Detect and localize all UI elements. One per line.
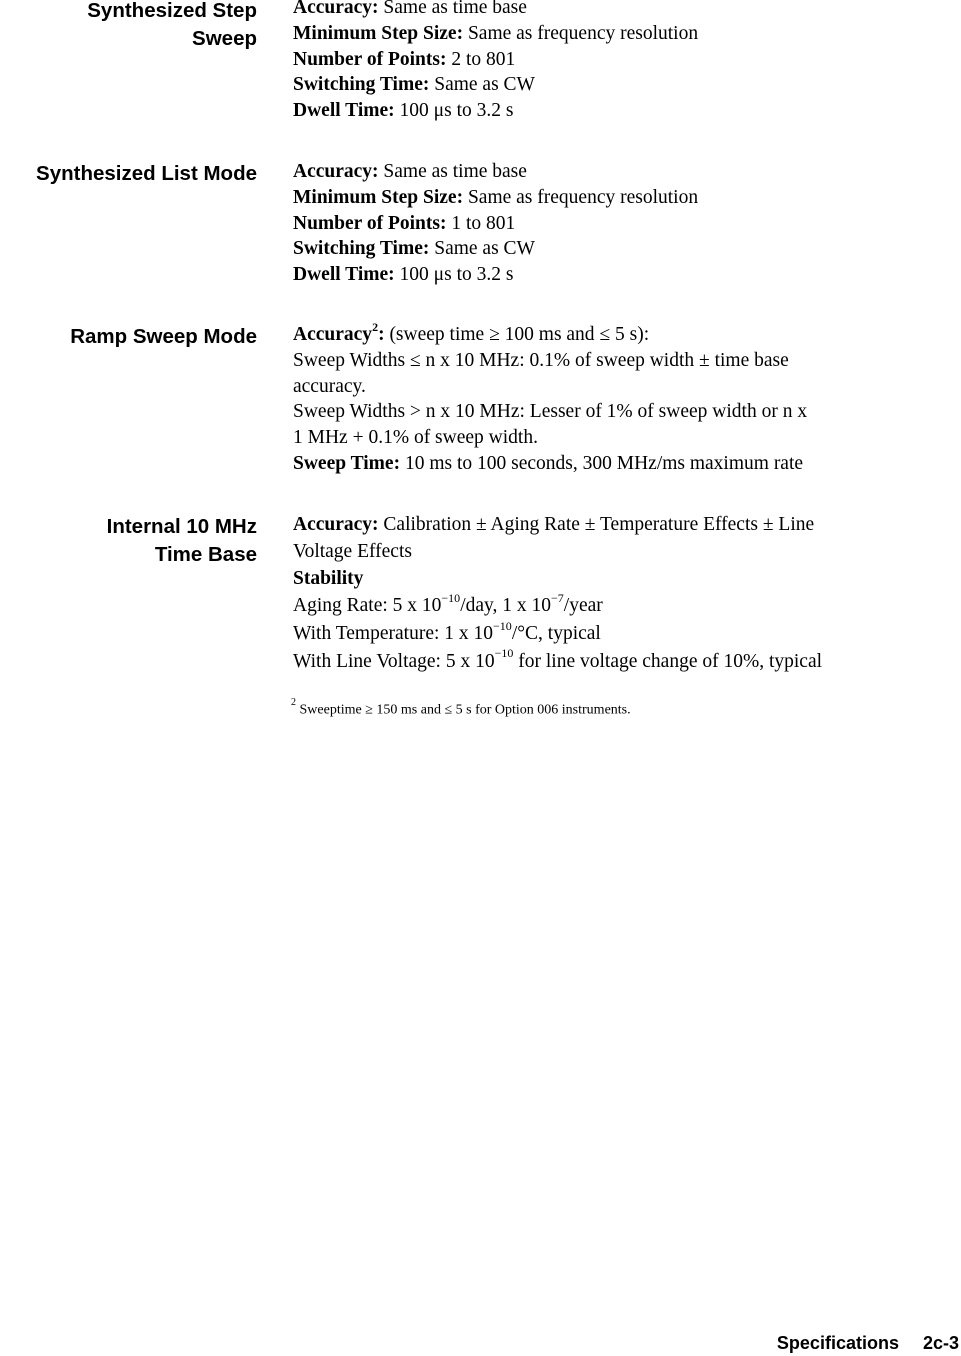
page-footer — [777, 1333, 959, 1354]
spec-value: Same as time base — [383, 0, 527, 18]
section-body — [293, 0, 961, 124]
spec-label: Switching Time: — [293, 238, 430, 260]
spec-value: Same as CW — [434, 74, 535, 96]
spec-value: 100 μs to 3.2 s — [399, 264, 514, 286]
spec-label: Sweep Time: — [293, 452, 401, 474]
text-segment: Aging Rate: 5 x 10 — [293, 595, 442, 617]
heading-line: Synthesized Step — [87, 0, 257, 22]
spec-line — [293, 98, 961, 124]
footnote-mark: 2 — [372, 319, 379, 334]
spec-line — [293, 319, 961, 348]
spec-label: Accuracy: — [293, 0, 379, 18]
spec-label: Number of Points: — [293, 212, 447, 234]
section-body — [293, 512, 961, 676]
exponent: −7 — [551, 590, 564, 605]
spec-line — [293, 512, 961, 539]
temperature-line — [293, 618, 961, 648]
spec-line — [293, 185, 961, 211]
spec-line: Sweep Widths > n x 10 MHz: Lesser of 1% of sweep width or n x — [293, 401, 808, 423]
spec-label: Accuracy: — [293, 514, 379, 535]
section-heading — [0, 160, 257, 188]
line-voltage-line — [293, 646, 961, 676]
spec-line: accuracy. — [293, 375, 366, 397]
heading-line: Internal 10 MHz — [106, 515, 257, 538]
footnote — [291, 697, 631, 719]
spec-line — [293, 451, 961, 477]
footnote-text: Sweeptime ≥ 150 ms and ≤ 5 s for Option 006 instruments. — [299, 702, 631, 718]
spec-label: Dwell Time: — [293, 100, 395, 122]
section-heading — [0, 323, 257, 351]
text-segment: /year — [563, 595, 603, 617]
footer-title: Specifications — [776, 1333, 899, 1353]
spec-label: Accuracy: — [293, 161, 379, 182]
spec-line — [293, 72, 961, 98]
text-segment: With Line Voltage: 5 x 10 — [293, 650, 495, 672]
stability-label: Stability — [293, 567, 364, 589]
spec-line: Sweep Widths ≤ n x 10 MHz: 0.1% of sweep width ± time base — [293, 349, 789, 371]
spec-line — [293, 262, 961, 288]
spec-value: Same as frequency resolution — [467, 22, 699, 44]
text-segment: With Temperature: 1 x 10 — [293, 623, 494, 645]
spec-value: Calibration ± Aging Rate ± Temperature Effects ± Line — [383, 514, 815, 535]
spec-label: Dwell Time: — [293, 264, 395, 286]
spec-label: Minimum Step Size: — [293, 186, 464, 208]
aging-rate-line — [293, 590, 961, 620]
spec-value: 1 to 801 — [451, 212, 516, 234]
spec-line — [293, 211, 961, 237]
spec-line — [293, 0, 961, 21]
heading-line: Synthesized List Mode — [36, 162, 257, 185]
spec-line — [293, 21, 961, 47]
spec-line — [293, 47, 961, 73]
exponent: −10 — [493, 618, 512, 633]
spec-value: Same as CW — [434, 238, 535, 260]
spec-value: 2 to 801 — [451, 48, 516, 70]
heading-line: Ramp Sweep Mode — [70, 325, 257, 348]
heading-line: Sweep — [192, 27, 257, 50]
section-heading — [0, 513, 257, 569]
spec-line: Voltage Effects — [293, 540, 412, 562]
spec-label-colon: : — [378, 324, 385, 345]
text-segment: /°C, typical — [511, 623, 601, 645]
spec-value: (sweep time ≥ 100 ms and ≤ 5 s): — [389, 324, 650, 345]
spec-value: 10 ms to 100 seconds, 300 MHz/ms maximum rate — [404, 452, 804, 474]
section-body — [293, 159, 961, 288]
exponent: −10 — [494, 646, 514, 661]
spec-value: Same as frequency resolution — [467, 186, 699, 208]
spec-line: 1 MHz + 0.1% of sweep width. — [293, 427, 538, 449]
spec-value: 100 μs to 3.2 s — [399, 100, 514, 122]
spec-value: Same as time base — [383, 161, 527, 182]
heading-line: Time Base — [154, 543, 257, 566]
exponent: −10 — [441, 590, 461, 605]
section-body — [293, 319, 961, 477]
spec-label: Accuracy — [293, 324, 373, 345]
spec-label: Number of Points: — [293, 48, 447, 70]
text-segment: for line voltage change of 10%, typical — [513, 650, 823, 672]
spec-line — [293, 236, 961, 262]
text-segment: /day, 1 x 10 — [460, 595, 551, 617]
footnote-mark: 2 — [291, 697, 296, 708]
spec-label: Minimum Step Size: — [293, 22, 464, 44]
section-heading — [0, 0, 257, 53]
page-number: 2c-3 — [922, 1333, 959, 1353]
spec-line — [293, 159, 961, 185]
spec-label: Switching Time: — [293, 74, 430, 96]
